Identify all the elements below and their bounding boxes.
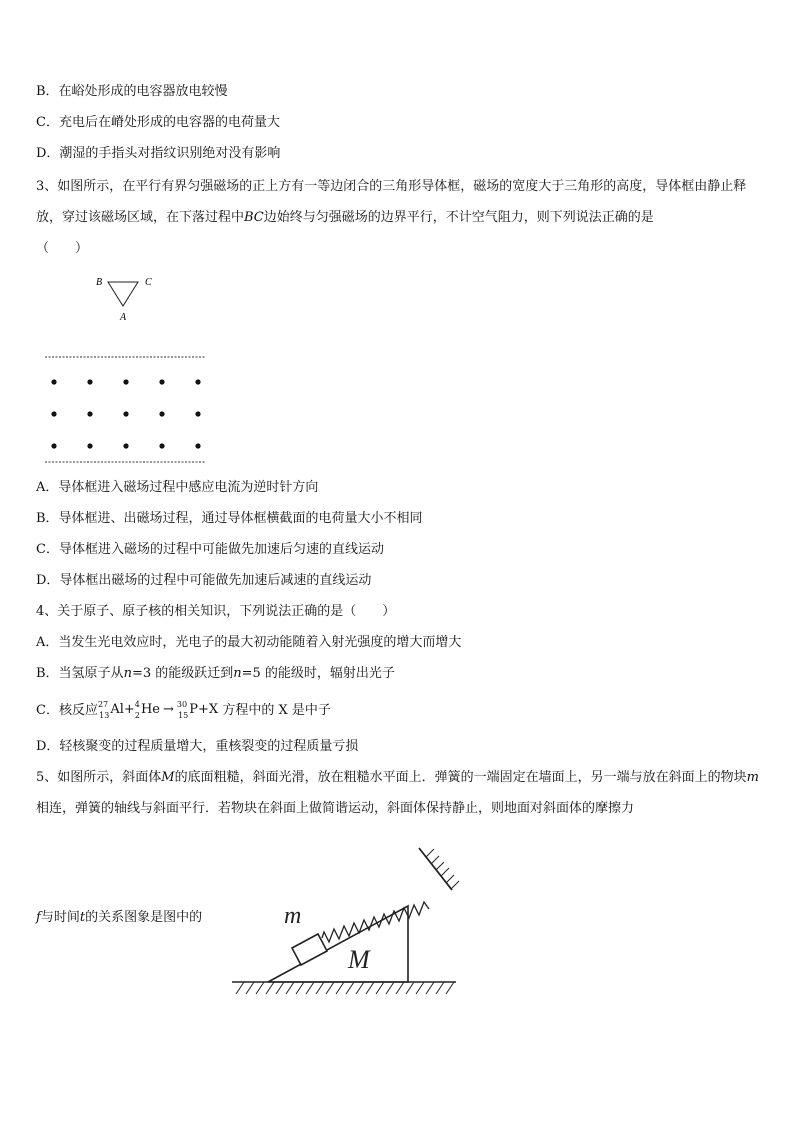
ground-hatching [236, 982, 454, 994]
q4-stem: 4、关于原子、原子核的相关知识，下列说法正确的是（ ） [36, 604, 396, 619]
he-mass-number: 4 [134, 700, 140, 709]
block-label-m: m [284, 903, 302, 929]
q5-tail-t: t [79, 910, 86, 925]
q4-option-b-n2: n [233, 666, 242, 681]
q4-option-b-text3: =5 的能级时，辐射出光子 [241, 666, 395, 681]
q5-tail-f: f [36, 910, 41, 925]
he-atomic-number: 2 [134, 711, 140, 720]
magnetic-field-figure [40, 352, 215, 467]
q4-option-b-text2: =3 的能级跃迁到 [131, 666, 234, 681]
q4-option-c [36, 701, 331, 720]
al-symbol: Al [110, 702, 124, 717]
q3-stem-text: 3、如图所示，在平行有界匀强磁场的正上方有一等边闭合的三角形导体框，磁场的宽度大于三角形的高度，导体框由静止释放，穿过该磁场区域，在下落过程中 [36, 179, 747, 225]
q4-option-d: D．轻核聚变的过程质量增大，重核裂变的过程质量亏损 [36, 739, 359, 754]
triangle-label-a: A [120, 312, 127, 323]
q4-option-b-n1: n [123, 666, 132, 681]
q5-stem [36, 762, 761, 824]
q5-tail-text1: 与时间 [40, 910, 80, 925]
q5-stem-m: m [746, 770, 759, 785]
q3-answer-blank: （ ） [36, 241, 89, 256]
incline-label-M: M [348, 945, 370, 974]
al-atomic-number: 13 [99, 711, 110, 720]
triangle-label-b: B [96, 277, 103, 288]
nuclear-equation [98, 701, 218, 720]
q2-option-d: D．潮湿的手指头对指纹识别绝对没有影响 [36, 146, 281, 161]
q4-option-b [36, 665, 395, 683]
q2-option-c: C．充电后在嵴处形成的电容器的电荷量大 [36, 115, 280, 130]
q3-stem [36, 171, 761, 264]
reaction-arrow: → [163, 702, 174, 717]
q3-option-d: D．导体框出磁场的过程中可能做先加速后减速的直线运动 [36, 573, 372, 588]
triangle-figure [92, 270, 162, 325]
spring [322, 902, 429, 942]
wall-hatching [426, 849, 459, 889]
q3-stem-var: BC [244, 210, 264, 225]
he-symbol: He [140, 702, 160, 717]
al-mass-number: 27 [97, 700, 109, 709]
q5-stem-tail [36, 909, 202, 927]
q3-stem-tail: 边始终与匀强磁场的边界平行，不计空气阻力，则下列说法正确的是 [263, 210, 654, 225]
q4-option-a: A．当发生光电效应时，光电子的最大初动能随着入射光强度的增大而增大 [36, 635, 462, 650]
incline-spring-figure [226, 836, 476, 998]
q5-stem-text3: 相连，弹簧的轴线与斜面平行．若物块在斜面上做简谐运动，斜面体保持静止，则地面对斜面体的摩擦力 [36, 801, 635, 816]
q3-option-a: A．导体框进入磁场过程中感应电流为逆时针方向 [36, 480, 319, 495]
triangle-label-c: C [145, 277, 152, 288]
q4-option-c-text1: C．核反应 [36, 703, 98, 718]
q5-stem-M: M [161, 770, 175, 785]
triangle-frame [108, 282, 138, 306]
field-dots [51, 379, 200, 448]
p-symbol: P+X [189, 702, 219, 717]
q4-option-b-text1: B．当氢原子从 [36, 666, 124, 681]
q2-option-b: B．在峪处形成的电容器放电较慢 [36, 84, 228, 99]
q5-tail-text2: 的关系图象是图中的 [85, 910, 203, 925]
plus-sign: + [123, 702, 135, 717]
q5-stem-text1: 5、如图所示，斜面体 [36, 770, 162, 785]
block-m [292, 934, 327, 965]
q3-option-c: C．导体框进入磁场的过程中可能做先加速后匀速的直线运动 [36, 542, 384, 557]
wall [419, 848, 452, 890]
p-atomic-number: 15 [178, 711, 189, 720]
q5-stem-text2: 的底面粗糙，斜面光滑，放在粗糙水平面上．弹簧的一端固定在墙面上，另一端与放在斜面上的物块 [174, 770, 747, 785]
p-mass-number: 30 [176, 700, 188, 709]
q3-option-b: B．导体框进、出磁场过程，通过导体框横截面的电荷量大小不相同 [36, 511, 423, 526]
q4-option-c-text2: 方程中的 X 是中子 [218, 703, 331, 718]
